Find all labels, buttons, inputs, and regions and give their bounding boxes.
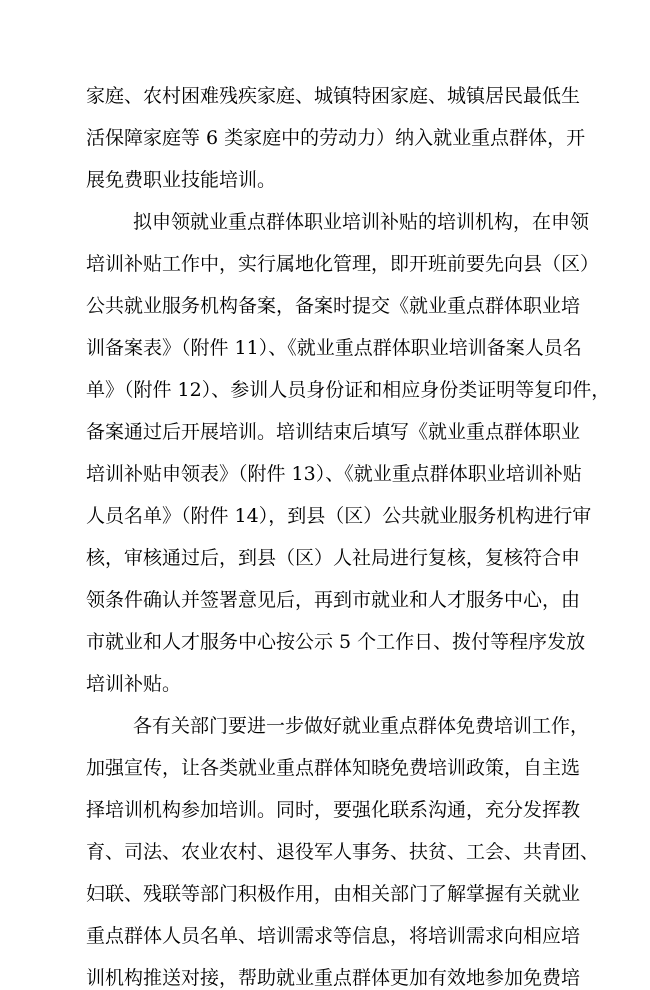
text-line: 家庭、农村困难残疾家庭、城镇特困家庭、城镇居民最低生 (86, 85, 581, 107)
text-line: 活保障家庭等 6 类家庭中的劳动力）纳入就业重点群体，开 (86, 127, 586, 149)
paragraph-first-line: 拟申领就业重点群体职业培训补贴的培训机构，在申领 (133, 211, 590, 233)
text-line: 市就业和人才服务中心按公示 5 个工作日、拨付等程序发放 (86, 631, 586, 653)
text-line: 领条件确认并签署意见后，再到市就业和人才服务中心，由 (86, 589, 581, 611)
text-line: 人员名单》（附件 14），到县（区）公共就业服务机构进行审 (86, 505, 592, 527)
text-line: 核，审核通过后，到县（区）人社局进行复核，复核符合申 (86, 547, 581, 569)
text-line: 培训补贴工作中，实行属地化管理，即开班前要先向县（区） (86, 253, 600, 275)
paragraph-first-line: 各有关部门要进一步做好就业重点群体免费培训工作， (133, 715, 590, 737)
text-line: 育、司法、农业农村、退役军人事务、扶贫、工会、共青团、 (86, 841, 600, 863)
text-line: 培训补贴。 (86, 673, 182, 695)
text-line: 展免费职业技能培训。 (86, 169, 277, 191)
text-line: 择培训机构参加培训。同时，要强化联系沟通，充分发挥教 (86, 799, 581, 821)
text-line: 培训补贴申领表》（附件 13）、《就业重点群体职业培训补贴 (86, 463, 582, 485)
text-line: 单》（附件 12）、参训人员身份证和相应身份类证明等复印件， (86, 379, 611, 401)
text-line: 重点群体人员名单、培训需求等信息，将培训需求向相应培 (86, 925, 581, 947)
text-line: 加强宣传，让各类就业重点群体知晓免费培训政策，自主选 (86, 757, 581, 779)
text-line: 妇联、残联等部门积极作用，由相关部门了解掌握有关就业 (86, 883, 581, 905)
text-line: 训备案表》（附件 11）、《就业重点群体职业培训备案人员名 (86, 337, 582, 359)
text-line: 备案通过后开展培训。培训结束后填写《就业重点群体职业 (86, 421, 581, 443)
text-line: 公共就业服务机构备案，备案时提交《就业重点群体职业培 (86, 295, 581, 317)
text-line: 训机构推送对接，帮助就业重点群体更加有效地参加免费培 (86, 967, 581, 989)
